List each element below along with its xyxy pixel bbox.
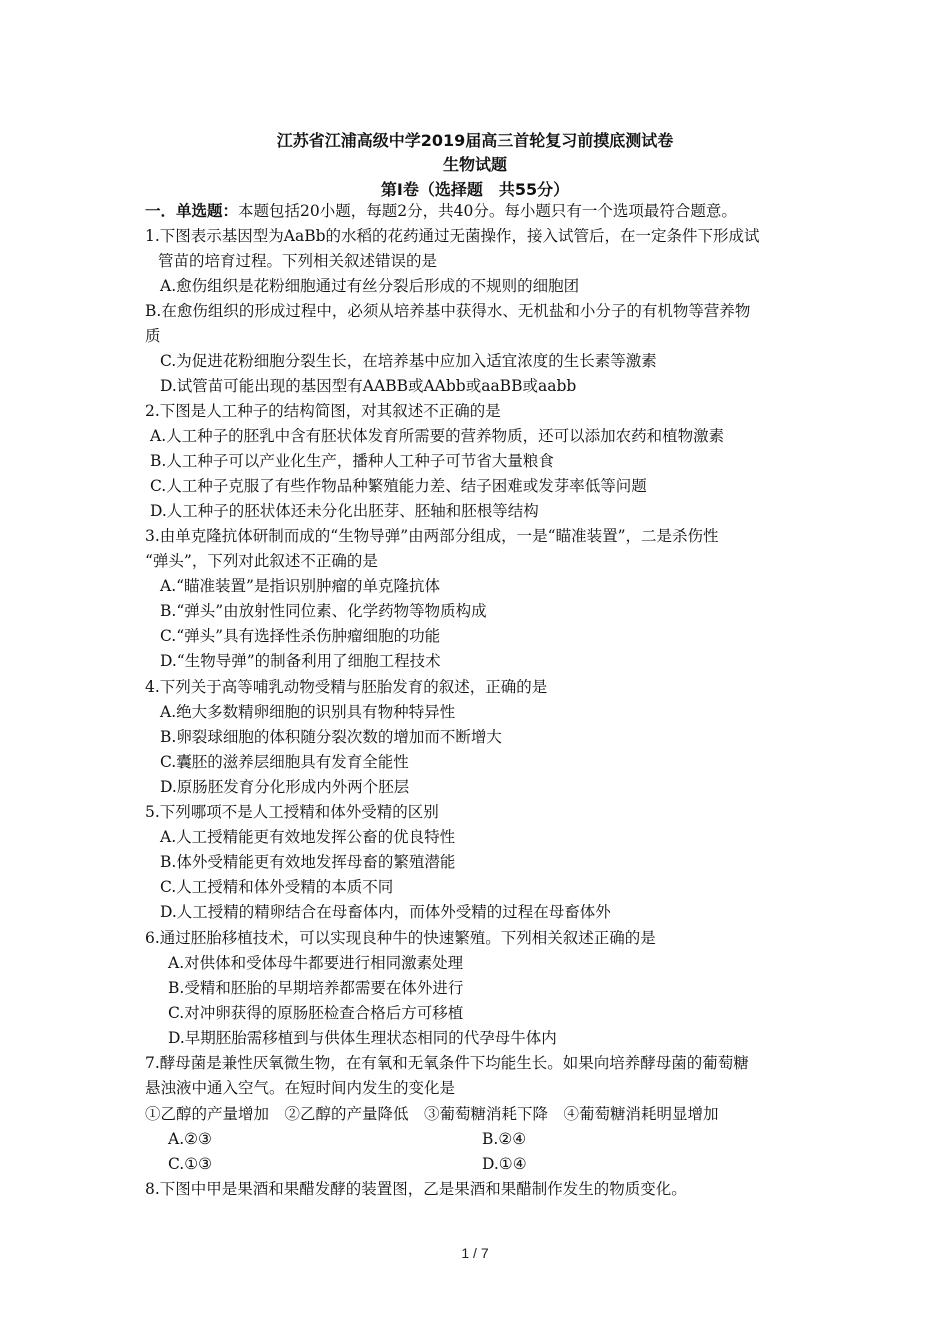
- question-1-stem-cont: 管苗的培育过程。下列相关叙述错误的是: [158, 252, 438, 270]
- section-text: 本题包括20小题，每题2分，共40分。每小题只有一个选项最符合题意。: [238, 202, 737, 220]
- question-6-option-a: A.对供体和受体母牛都要进行相同激素处理: [168, 954, 464, 972]
- question-3-option-c: C.“弹头”具有选择性杀伤肿瘤细胞的功能: [160, 627, 441, 645]
- question-4-option-d: D.原肠胚发育分化形成内外两个胚层: [160, 778, 410, 796]
- question-7-option-b: B.②④: [482, 1130, 527, 1148]
- question-2-option-a: A.人工种子的胚乳中含有胚状体发育所需要的营养物质，还可以添加农药和植物激素: [150, 427, 725, 445]
- question-5-option-d: D.人工授精的精卵结合在母畜体内，而体外受精的过程在母畜体外: [160, 903, 611, 921]
- question-1-option-b-cont: 质: [145, 327, 161, 345]
- question-3-stem: 3.由单克隆抗体研制而成的“生物导弹”由两部分组成，一是“瞄准装置”，二是杀伤性: [145, 527, 719, 545]
- question-2-stem: 2.下图是人工种子的结构简图，对其叙述不正确的是: [145, 402, 501, 420]
- question-3-option-d: D.“生物导弹”的制备利用了细胞工程技术: [160, 652, 441, 670]
- question-4-option-a: A.绝大多数精卵细胞的识别具有物种特异性: [160, 703, 456, 721]
- question-3-stem-cont: “弹头”，下列对此叙述不正确的是: [145, 552, 378, 570]
- question-6-option-d: D.早期胚胎需移植到与供体生理状态相同的代孕母牛体内: [168, 1029, 557, 1047]
- question-2-option-d: D.人工种子的胚状体还未分化出胚芽、胚轴和胚根等结构: [150, 502, 539, 520]
- question-1-option-c: C.为促进花粉细胞分裂生长，在培养基中应加入适宜浓度的生长素等激素: [160, 352, 657, 370]
- question-7-stem: 7.酵母菌是兼性厌氧微生物，在有氧和无氧条件下均能生长。如果向培养酵母菌的葡萄糖: [145, 1054, 749, 1072]
- question-3-option-b: B.“弹头”由放射性同位素、化学药物等物质构成: [160, 602, 487, 620]
- question-7-stem-cont: 悬浊液中通入空气。在短时间内发生的变化是: [145, 1079, 456, 1097]
- section-label: 一．单选题：: [145, 202, 239, 220]
- question-2-option-c: C.人工种子克服了有些作物品种繁殖能力差、结子困难或发芽率低等问题: [150, 477, 647, 495]
- exam-subtitle: 生物试题: [442, 155, 507, 174]
- question-5-option-b: B.体外受精能更有效地发挥母畜的繁殖潜能: [160, 853, 456, 871]
- question-6-option-c: C.对冲卵获得的原肠胚检查合格后方可移植: [168, 1004, 464, 1022]
- question-1-option-a: A.愈伤组织是花粉细胞通过有丝分裂后形成的不规则的细胞团: [160, 277, 580, 295]
- question-7-option-d: D.①④: [482, 1155, 527, 1173]
- question-4-option-b: B.卵裂球细胞的体积随分裂次数的增加而不断增大: [160, 728, 502, 746]
- question-7-option-c: C.①③: [168, 1155, 213, 1173]
- question-5-option-c: C.人工授精和体外受精的本质不同: [160, 878, 394, 896]
- volume-heading: 第Ⅰ卷（选择题 共55分）: [380, 180, 570, 199]
- exam-title: 江苏省江浦高级中学2019届高三首轮复习前摸底测试卷: [276, 131, 674, 150]
- question-4-option-c: C.囊胚的滋养层细胞具有发育全能性: [160, 753, 409, 771]
- question-5-option-a: A.人工授精能更有效地发挥公畜的优良特性: [160, 828, 456, 846]
- question-1-option-b: B.在愈伤组织的形成过程中，必须从培养基中获得水、无机盐和小分子的有机物等营养物: [145, 302, 751, 320]
- question-1-stem: 1.下图表示基因型为AaBb的水稻的花药通过无菌操作，接入试管后，在一定条件下形成试: [145, 227, 760, 245]
- question-2-option-b: B.人工种子可以产业化生产，播种人工种子可节省大量粮食: [150, 452, 554, 470]
- section-instruction: [145, 201, 737, 221]
- question-5-stem: 5.下列哪项不是人工授精和体外受精的区别: [145, 803, 439, 821]
- question-4-stem: 4.下列关于高等哺乳动物受精与胚胎发育的叙述，正确的是: [145, 678, 548, 696]
- question-8-stem: 8.下图中甲是果酒和果醋发酵的装置图，乙是果酒和果醋制作发生的物质变化。: [145, 1180, 687, 1198]
- question-6-option-b: B.受精和胚胎的早期培养都需要在体外进行: [168, 979, 464, 997]
- question-7-option-a: A.②③: [168, 1130, 212, 1148]
- question-1-option-d: D.试管苗可能出现的基因型有AABB或AAbb或aaBB或aabb: [160, 377, 577, 395]
- question-7-items: ①乙醇的产量增加 ②乙醇的产量降低 ③葡萄糖消耗下降 ④葡萄糖消耗明显增加: [145, 1105, 719, 1123]
- question-6-stem: 6.通过胚胎移植技术，可以实现良种牛的快速繁殖。下列相关叙述正确的是: [145, 929, 656, 947]
- question-3-option-a: A.“瞄准装置”是指识别肿瘤的单克隆抗体: [160, 577, 440, 595]
- page-number: 1 / 7: [461, 1245, 489, 1261]
